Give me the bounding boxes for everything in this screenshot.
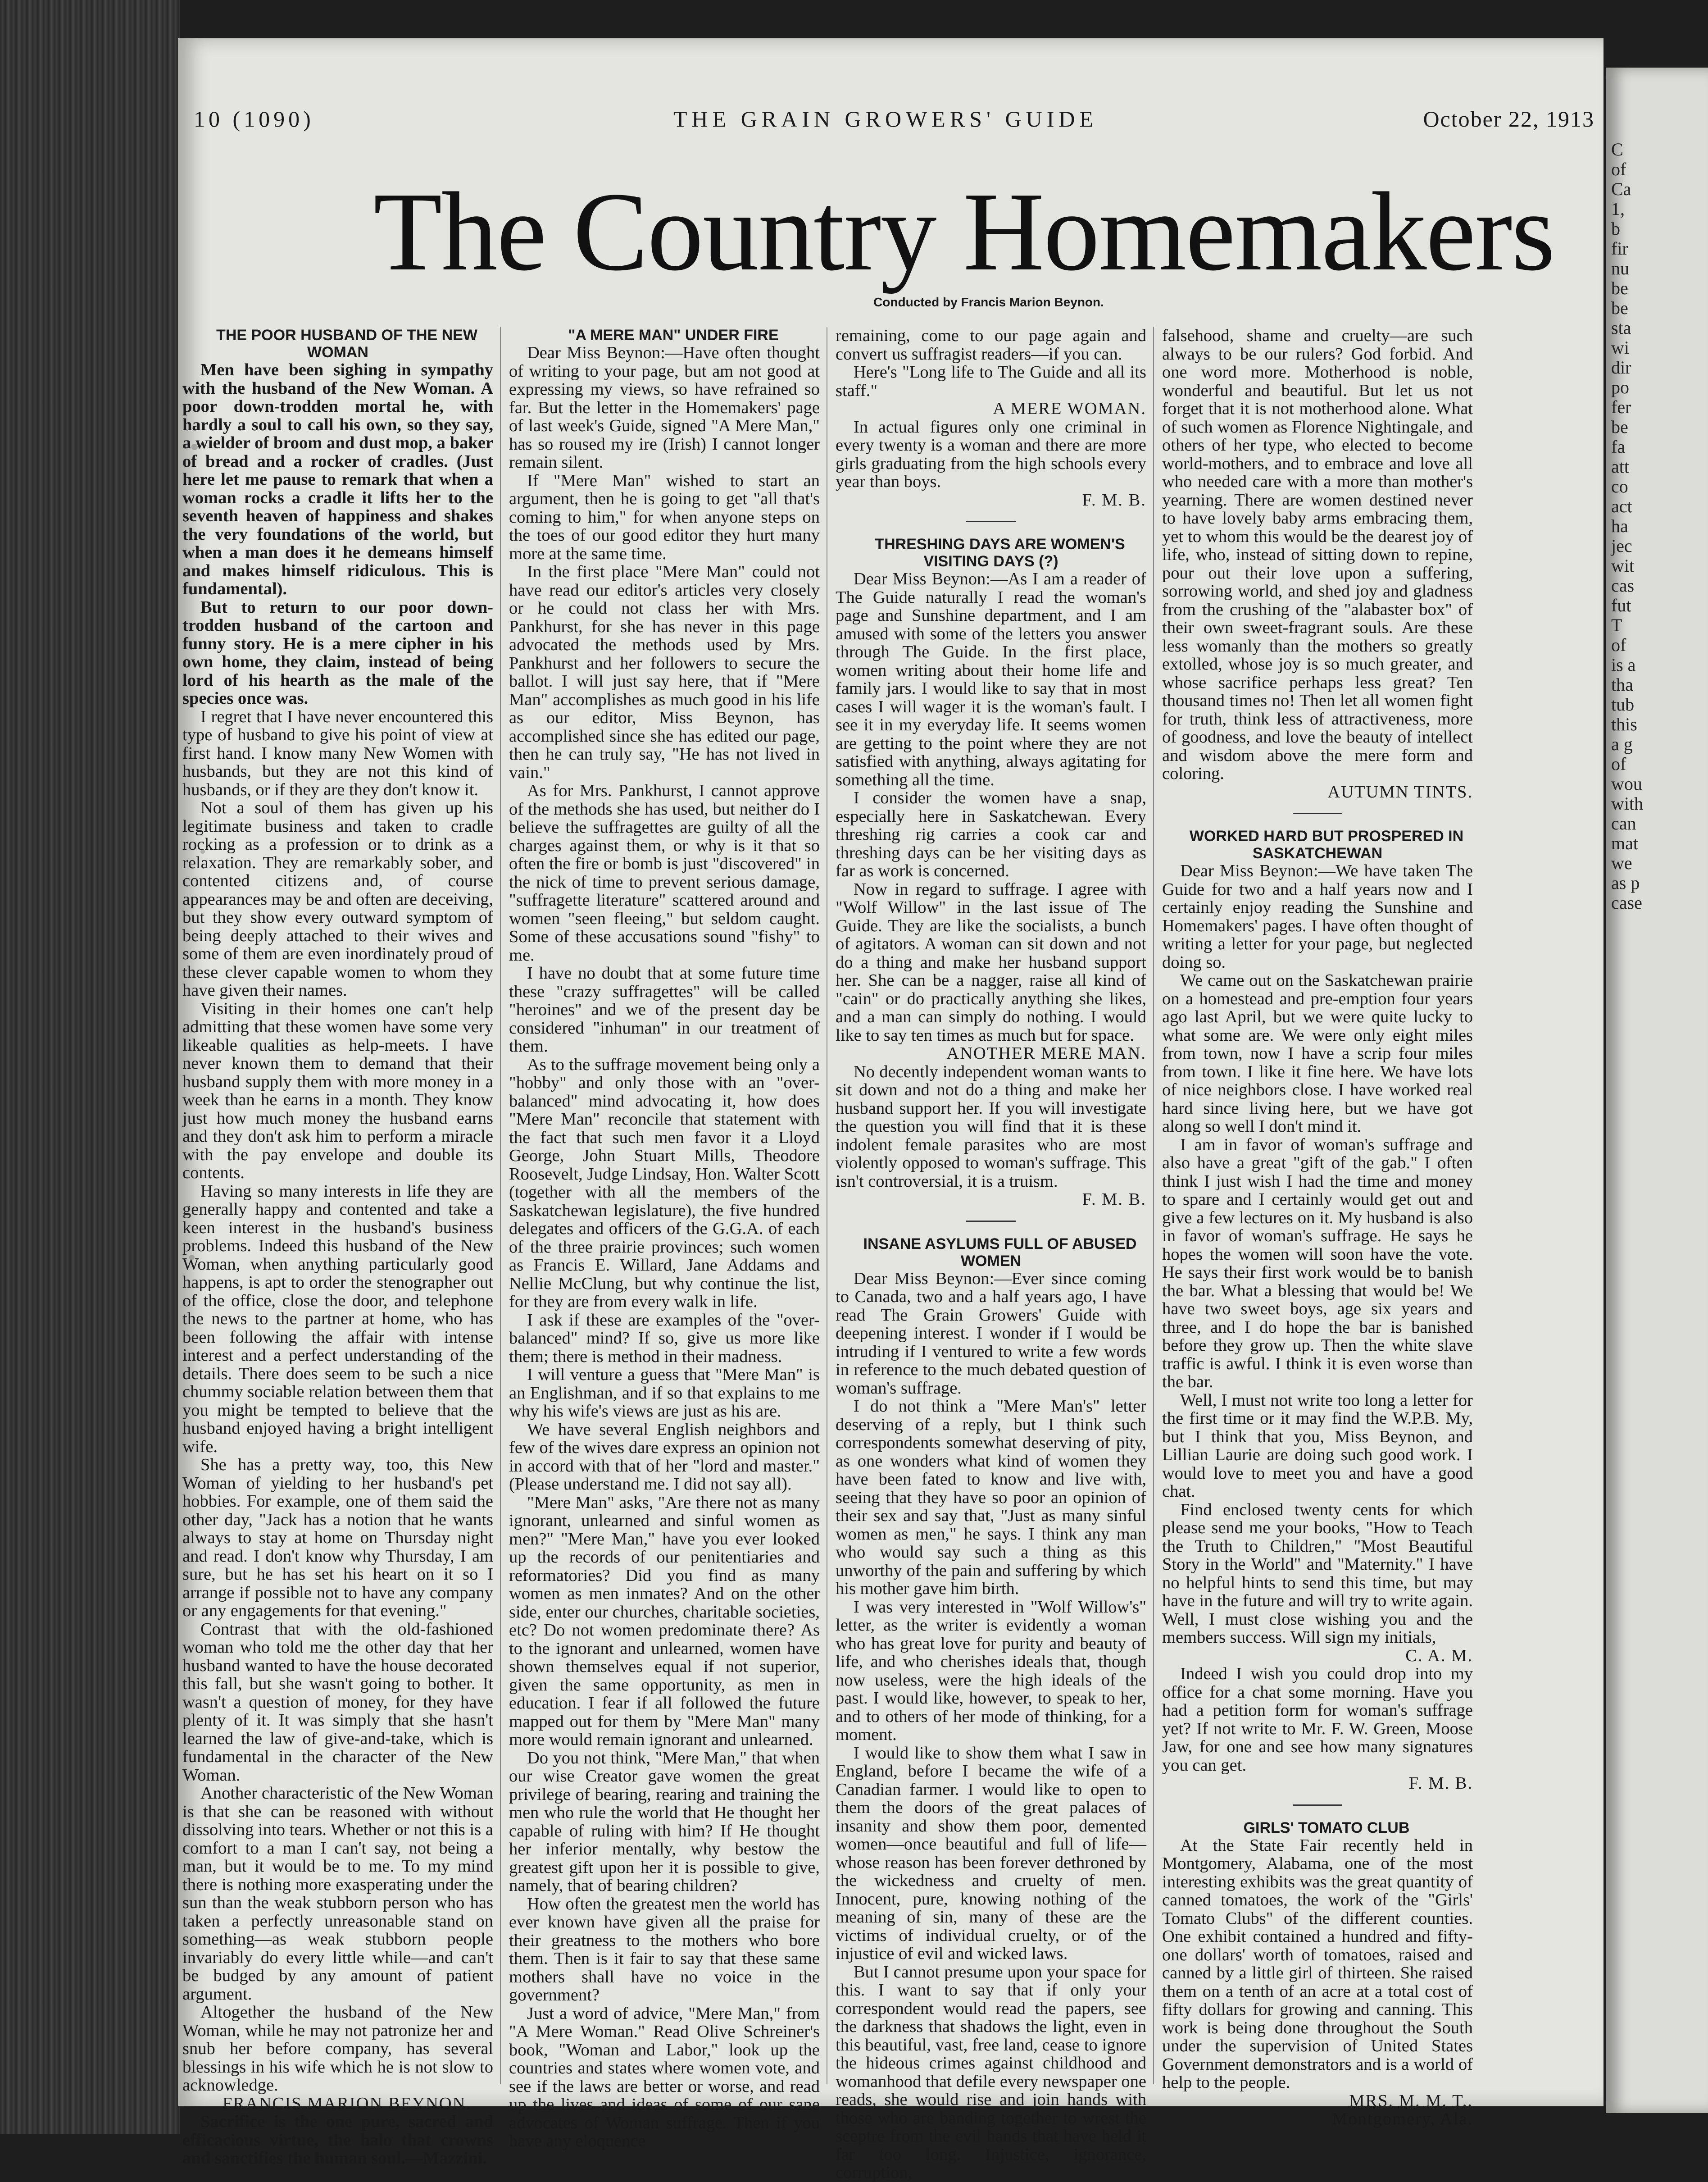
adjacent-page-fragment: this	[1611, 714, 1637, 734]
conducted-by-line: Conducted by Francis Marion Beynon.	[873, 295, 1104, 309]
adjacent-page-fragment: a g	[1611, 734, 1633, 754]
book-binding	[0, 0, 180, 2134]
adjacent-page-fragment: sta	[1611, 318, 1631, 338]
article-paragraph: But to return to our poor down-trodden husband of the cartoon and funny story. He is a mere cipher in his own home, they claim, instead of being lord of his hearth as the male of the species once was.	[182, 597, 493, 708]
column-divider	[500, 327, 501, 2084]
section-rule	[1293, 1804, 1342, 1806]
letter-paragraph: In the first place "Mere Man" could not have read our editor's articles very closely or he could not class her with Mrs. Pankhurst, for she has never in this page advocated the methods used by Mrs. Pankhurst and her followers to secure the ballot. I will just say here, that if "Mere Man" accomplishes as much good in his life as our editor, Miss Beynon, has accomplished since she has edited our page, then he can truly say, "He has not lived in vain."	[509, 562, 820, 782]
adjacent-page-fragment: dir	[1611, 357, 1631, 378]
article-paragraph: Visiting in their homes one can't help admitting that these women have some very likeable qualities as help-meets. I have never known them to demand that their husband supply them with more money in a week than he earns in a month. They know just how much money the husband earns and they don't ask him to perform a miracle with the pay envelope and double its contents.	[182, 999, 493, 1182]
adjacent-page-fragment: case	[1611, 893, 1642, 913]
issue-date: October 22, 1913	[1423, 106, 1594, 132]
letter-signature: AUTUMN TINTS.	[1327, 782, 1473, 802]
adjacent-page-fragment: act	[1611, 496, 1632, 516]
editor-initials: F. M. B.	[1408, 1774, 1473, 1793]
article-signature: FRANCIS MARION BEYNON.	[222, 2094, 472, 2113]
article-paragraph: Not a soul of them has given up his legitimate business and taken to cradle rocking as a profession or to drink as a relaxation. They are remarkably sober, and contented citizens and, of course appearances may be and often are deceiving, but they show every outward symptom of being deeply attached to their wives and some of them are even inordinately proud of these clever capable women to whom they have given their names.	[182, 798, 493, 1000]
adjacent-page-fragment: with	[1611, 793, 1644, 814]
column-4	[1162, 326, 1473, 2128]
adjacent-page-fragment: fir	[1611, 238, 1628, 259]
letter-heading: THRESHING DAYS ARE WOMEN'S VISITING DAYS (?)	[875, 536, 1125, 570]
adjacent-page-fragment: tha	[1611, 674, 1633, 695]
article-paragraph: Altogether the husband of the New Woman, while he may not patronize her and snub her before company, has several blessings in his wife which he is not slow to acknowledge.	[182, 2003, 493, 2095]
letter-heading: "A MERE MAN" UNDER FIRE	[568, 327, 779, 344]
column-1	[182, 327, 493, 2168]
adjacent-page-fragment: fut	[1611, 595, 1631, 615]
newspaper-page	[178, 38, 1604, 2182]
letter-location: Montgomery, Ala.	[1332, 2109, 1473, 2128]
column-divider	[1153, 327, 1154, 2084]
adjacent-page-fragment: of	[1611, 635, 1626, 655]
adjacent-page-fragment: ha	[1611, 516, 1628, 536]
letter-heading: GIRLS' TOMATO CLUB	[1243, 1819, 1410, 1836]
adjacent-page-fragment: nu	[1611, 258, 1629, 278]
letter-paragraph: Find enclosed twenty cents for which please send me your books, "How to Teach the Truth to Children," "Most Beautiful Story in the World" and "Maternity." I have no helpful hints to send this time, but may have in the future and will try to write again. Well, I must close wishing you and the members success. Will sign my initials,	[1162, 1500, 1473, 1647]
letter-paragraph: I ask if these are examples of the "over-balanced" mind? If so, give us more like them; there is method in their madness.	[509, 1310, 820, 1366]
editor-initials: F. M. B.	[1082, 490, 1146, 510]
letter-paragraph: If "Mere Man" wished to start an argument, then he is going to get "all that's coming to him," for when anyone steps on the toes of our good editor they hurt many more at the same time.	[509, 471, 820, 563]
letter-paragraph: As for Mrs. Pankhurst, I cannot approve of the methods she has used, but neither do I believe the suffragettes are guilty of all the charges against them, or why is it that so often the fire or bomb is just "discovered" in the nick of time to prevent serious damage, "suffragette literature" scattered around and women "seen fleeing," but seldom caught. Some of these accusations sound "fishy" to me.	[509, 781, 820, 965]
letter-paragraph: We have several English neighbors and few of the wives dare express an opinion not in accord with that of her "lord and master." (Please understand me. I did not say all).	[509, 1420, 820, 1494]
editor-note: Indeed I wish you could drop into my office for a chat some morning. Have you had a petition form for woman's suffrage yet? If not write to Mr. F. W. Green, Moose Jaw, for one and see how many signatures you can get.	[1162, 1664, 1473, 1775]
section-rule	[1293, 813, 1342, 814]
adjacent-page-fragment: can	[1611, 813, 1636, 834]
masthead-title: The Country Homemakers	[373, 169, 1554, 294]
editor-initials: F. M. B.	[1082, 1190, 1146, 1209]
letter-paragraph: Do you not think, "Mere Man," that when our wise Creator gave women the great privilege of bearing, rearing and training the men who rule the world that He thought her capable of ruling with him? If He thought her inferior mentally, why bestow the greatest gift upon her it is possible to give, namely, that of bearing children?	[509, 1748, 820, 1895]
editor-note: In actual figures only one criminal in every twenty is a woman and there are more girls graduating from the high schools every year than boys.	[836, 417, 1146, 491]
page-number: 10 (1090)	[194, 106, 314, 132]
adjacent-page-fragment: tub	[1611, 694, 1635, 715]
letter-paragraph: I will venture a guess that "Mere Man" is an Englishman, and if so that explains to me why his wife's views are just as his are.	[509, 1365, 820, 1421]
adjacent-page-fragment: 1,	[1611, 199, 1625, 219]
scan-speck	[191, 444, 198, 450]
letter-paragraph: Dear Miss Beynon:—Ever since coming to Canada, two and a half years ago, I have read The Grain Growers' Guide with deepening interest. I wonder if I would be intruding if I ventured to write a few words in reference to the much debated question of woman's suffrage.	[836, 1269, 1146, 1398]
adjacent-page-fragment: b	[1611, 219, 1620, 239]
letter-paragraph: But I cannot presume upon your space for this. I want to say that if only your correspondent would read the papers, see the darkness that shadows the light, even in this beautiful, vast, free land, cease to ignore the hideous crimes against childhood and womanhood that defile every newspaper one reads, she would rise and join hands with those who are banding together to wrest the sceptre from the evil hands that have held it far too long. Injustice, ignorance, corruption,	[836, 1962, 1146, 2182]
letter-paragraph: Dear Miss Beynon:—As I am a reader of The Guide naturally I read the woman's page and Sunshine department, and I am amused with some of the letters you answer through The Guide. In the first place, women writing about their home life and family jars. I would like to say that in most cases I will wager it is the woman's fault. I see it in my everyday life. It seems women are getting to the point where they are not satisfied with anything, always agitating for something all the time.	[836, 569, 1146, 789]
letter-paragraph: Here's "Long life to The Guide and all its staff."	[836, 363, 1146, 400]
letter-paragraph: falsehood, shame and cruelty—are such always to be our rulers? God forbid. And one word more. Motherhood is noble, wonderful and beautiful. But let us not forget that it is not motherhood alone. What of such women as Florence Nightingale, and others of her type, who elected to become world-mothers, and to embrace and love all who needed care with a more than mother's yearning. There are women destined never to have lovely baby arms embracing them, yet to whom this would be the dearest joy of life, who, instead of sitting down to repine, pour out their love upon a suffering, sorrowing world, and shed joy and gladness from the crushing of the "alabaster box" of their own sweet-fragrant souls. Are these less womanly than the mothers so greatly extolled, whose joy is so much greater, and whose sacrifice perhaps less great? Ten thousand times no! Then let all women fight for truth, think less of attractiveness, more of goodness, and love the beauty of intellect and wisdom above the mere form and coloring.	[1162, 326, 1473, 783]
adjacent-page-fragment: we	[1611, 853, 1632, 873]
section-rule	[966, 1221, 1016, 1222]
article-paragraph: Men have been sighing in sympathy with the husband of the New Woman. A poor down-trodden mortal he, with hardly a soul to call his own, so they say, a wielder of broom and dust mop, a baker of bread and a rocker of cradles. (Just here let me pause to remark that when a woman rocks a cradle it lifts her to the seventh heaven of happiness and shakes the very foundations of the world, but when a man does it he demeans himself and makes himself ridiculous. This is fundamental).	[182, 360, 493, 598]
adjacent-page-fragment: of	[1611, 159, 1626, 179]
adjacent-page-fragment: as p	[1611, 873, 1640, 893]
letter-paragraph: I would like to show them what I saw in England, before I became the wife of a Canadian farmer. I would like to open to them the doors of the great palaces of insanity and show them poor, demented women—once beautiful and full of life—whose reason has been forever dethroned by the wickedness and cruelty of men. Innocent, pure, knowing nothing of the meaning of sin, many of these are the victims of individual cruelty, or of the injustice of evil and wicked laws.	[836, 1743, 1146, 1963]
letter-signature: C. A. M.	[1405, 1646, 1473, 1665]
scan-speck	[189, 1255, 195, 1260]
adjacent-page-fragment: mat	[1611, 833, 1638, 853]
letter-paragraph: I have no doubt that at some future time these "crazy suffragettes" will be called "heroines" and we of the present day be considered "inhuman" in our treatment of them.	[509, 964, 820, 1056]
scan-speck	[200, 849, 205, 854]
adjacent-page-fragment: jec	[1611, 536, 1632, 556]
letter-paragraph: I was very interested in "Wolf Willow's" letter, as the writer is evidently a woman who has great love for purity and beauty of life, and who cherishes ideals that, though now useless, were the high ideals of the past. I would like, however, to speak to her, and to others of her mode of thinking, for a moment.	[836, 1597, 1146, 1744]
publication-name: THE GRAIN GROWERS' GUIDE	[673, 106, 1098, 132]
adjacent-page-fragment: co	[1611, 476, 1628, 497]
adjacent-page-fragment: be	[1611, 417, 1628, 437]
running-head	[178, 106, 1604, 133]
adjacent-page-fragment: T	[1611, 615, 1622, 635]
letter-paragraph: We came out on the Saskatchewan prairie on a homestead and pre-emption four years ago last April, but we were quite lucky to what some are. We were only eight miles from town, now I have a scrip four miles from town. I like it fine here. We have lots of nice neighbors close. I have worked real hard since living here, but we have got along so well I don't mind it.	[1162, 971, 1473, 1136]
section-rule	[966, 521, 1016, 522]
article-paragraph: Having so many interests in life they are generally happy and contented and take a keen interest in the husband's business problems. Indeed this husband of the New Woman, when anything particularly good happens, is apt to order the stenographer out of the office, close the door, and telephone the news to the partner at home, who has been following the affair with intense interest and a perfect understanding of the details. There does seem to be such a nice chummy sociable relation between them that you might be tempted to believe that the husband enjoyed having a bright intelligent wife.	[182, 1181, 493, 1456]
adjacent-page-fragment: att	[1611, 456, 1629, 477]
adjacent-page-fragment: C	[1611, 139, 1623, 159]
letter-paragraph: remaining, come to our page again and convert us suffragist readers—if you can.	[836, 326, 1146, 364]
editor-note: No decently independent woman wants to sit down and not do a thing and make her husband support her. If you will investigate the question you will find that it is these indolent female parasites who are most violently opposed to woman's suffrage. This isn't controversial, it is a truism.	[836, 1062, 1146, 1191]
adjacent-page-fragment: fa	[1611, 437, 1626, 457]
article-heading: THE POOR HUSBAND OF THE NEW WOMAN	[216, 327, 477, 361]
letter-paragraph: Dear Miss Beynon:—Have often thought of writing to your page, but am not good at expressing my views, so have refrained so far. But the letter in the Homemakers' page of last week's Guide, signed "A Mere Man," has so roused my ire (Irish) I cannot longer remain silent.	[509, 343, 820, 472]
article-paragraph: I regret that I have never encountered this type of husband to give his point of view at first hand. I know many New Women with husbands, but they are not this kind of husbands, or if they are they don't know it.	[182, 707, 493, 799]
letter-paragraph: At the State Fair recently held in Montgomery, Alabama, one of the most interesting exhibits was the great quantity of canned tomatoes, the work of the "Girls' Tomato Clubs" of the different counties. One exhibit contained a hundred and fifty-one dollars' worth of tomatoes, raised and canned by a little girl of thirteen. She raised them on a tenth of an acre at a total cost of fifty dollars for growing and canning. This work is being done throughout the South under the supervision of United States Government demonstrators and is a world of help to the people.	[1162, 1836, 1473, 2092]
letter-heading: WORKED HARD BUT PROSPERED IN SASKATCHEWAN	[1189, 828, 1464, 862]
letter-paragraph: How often the greatest men the world has ever known have given all the praise for their greatness to the mothers who bore them. Then is it fair to say that these same mothers shall have no voice in the government?	[509, 1894, 820, 2004]
column-3	[836, 326, 1146, 2182]
quotation: Sacrifice is the one pure, sacred and efficacious virtue, the halo that crowns and sanctifies the human soul.—Mazzini.	[182, 2112, 493, 2168]
adjacent-page-fragment: of	[1611, 754, 1626, 774]
letter-paragraph: "Mere Man" asks, "Are there not as many ignorant, unlearned and sinful women as men?" "Mere Man," have you ever looked up the records of our penitentiaries and reformatories? Did you find as many women as men inmates? And on the other side, enter our churches, charitable societies, etc? Do not women predominate there? As to the ignorant and unlearned, women have shown themselves equal if not superior, given the same opportunity, as men in education. I fear if all followed the future mapped out for them by "Mere Man" many more would remain ignorant and unlearned.	[509, 1493, 820, 1749]
adjacent-page-fragment: is a	[1611, 655, 1636, 675]
letter-signature: ANOTHER MERE MAN.	[946, 1044, 1146, 1063]
letter-paragraph: Well, I must not write too long a letter for the first time or it may find the W.P.B. My, but I think that you, Miss Beynon, and Lillian Laurie are doing such good work. I would love to meet you and have a good chat.	[1162, 1390, 1473, 1501]
article-paragraph: Contrast that with the old-fashioned woman who told me the other day that her husband wanted to have the house decorated this fall, but she wasn't going to bother. It wasn't a question of money, for they have plenty of it. It was simply that she hasn't learned the law of give-and-take, which is fundamental in the character of the New Woman.	[182, 1619, 493, 1785]
letter-paragraph: I consider the women have a snap, especially here in Saskatchewan. Every threshing rig carries a cook car and threshing days can be her visiting days as far as work is concerned.	[836, 788, 1146, 880]
letter-paragraph: Dear Miss Beynon:—We have taken The Guide for two and a half years now and I certainly enjoy reading the Sunshine and Homemakers' pages. I have often thought of writing a letter for your page, but neglected doing so.	[1162, 861, 1473, 972]
adjacent-page-fragment: be	[1611, 278, 1628, 298]
letter-paragraph: Just a word of advice, "Mere Man," from "A Mere Woman." Read Olive Schreiner's book, "Woman and Labor," look up the countries and states where women vote, and see if the laws are better or worse, and read up the lives and ideas of some of our sane advocates of Woman suffrage. Then if you have any eloquence	[509, 2004, 820, 2150]
adjacent-page-fragment: wi	[1611, 337, 1629, 358]
letter-paragraph: As to the suffrage movement being only a "hobby" and only those with an "over-balanced" mind advocating it, how does "Mere Man" reconcile that statement with the fact that such men favor it a Lloyd George, John Stuart Mills, Theodore Roosevelt, Judge Lindsay, Hon. Walter Scott (together with all the members of the Saskatchewan legislature), the five hundred delegates and officers of the G.G.A. of each of the three prairie provinces; such women as Francis E. Willard, Jane Addams and Nellie McClung, but why continue the list, for they are from every walk in life.	[509, 1055, 820, 1311]
adjacent-page-fragment: wit	[1611, 556, 1635, 576]
adjacent-page-edge	[1606, 68, 1708, 2113]
adjacent-page-fragment: be	[1611, 298, 1628, 318]
article-paragraph: She has a pretty way, too, this New Woman of yielding to her husband's pet hobbies. For example, one of them said the other day, "Jack has a notion that he wants always to stay at home on Thursday night and read. I don't know why Thursday, I am sure, but he has set his heart on it so I arrange if possible not to have any company or any engagements for that evening."	[182, 1455, 493, 1620]
adjacent-page-fragment: Ca	[1611, 179, 1631, 199]
letter-paragraph: I am in favor of woman's suffrage and also have a great "gift of the gab." I often think I just wish I had the time and money to spare and I certainly would get out and give a few lectures on it. My husband is also in favor of woman's suffrage. He says he hopes the women will soon have the vote. He says their first work would be to banish the bar. What a blessing that would be! We have two sweet boys, age six years and three, and I do hope the bar is banished before they grow up. Then the white slave traffic is awful. I think it is even worse than the bar.	[1162, 1135, 1473, 1391]
letter-signature: A MERE WOMAN.	[993, 399, 1146, 418]
letter-heading: INSANE ASYLUMS FULL OF ABUSED WOMEN	[863, 1235, 1137, 1270]
adjacent-page-fragment: cas	[1611, 575, 1635, 596]
adjacent-page-fragment: po	[1611, 377, 1629, 397]
adjacent-page-fragment: fer	[1611, 397, 1631, 417]
article-paragraph: Another characteristic of the New Woman is that she can be reasoned with without dissolving into tears. Whether or not this is a comfort to a man I can't say, not being a man, but it would be to me. To my mind there is nothing more exasperating under the sun than the weak stubborn person who has taken a perfectly unreasonable stand on something—as weak stubborn people invariably do every little while—and can't be budged by any amount of patient argument.	[182, 1784, 493, 2004]
letter-paragraph: I do not think a "Mere Man's" letter deserving of a reply, but I think such correspondents somewhat deserving of pity, as one wonders what kind of women they have been fated to know and live with, seeing that they have so poor an opinion of their sex and say that, "Just as many sinful women as men," he says. I think any man who would say such a thing as this unworthy of the pain and suffering by which his mother gave him birth.	[836, 1397, 1146, 1598]
column-2	[509, 327, 820, 2150]
letter-signature: MRS. M. M. T.,	[1349, 2091, 1473, 2110]
letter-paragraph: Now in regard to suffrage. I agree with "Wolf Willow" in the last issue of The Guide. They are like the socialists, a bunch of agitators. A woman can sit down and not do a thing and make her husband support her. She can be a nagger, raise all kind of "cain" or do practically anything she likes, and a man can simply do nothing. I would like to say ten times as much but for space.	[836, 879, 1146, 1045]
adjacent-page-fragment: wou	[1611, 774, 1642, 794]
